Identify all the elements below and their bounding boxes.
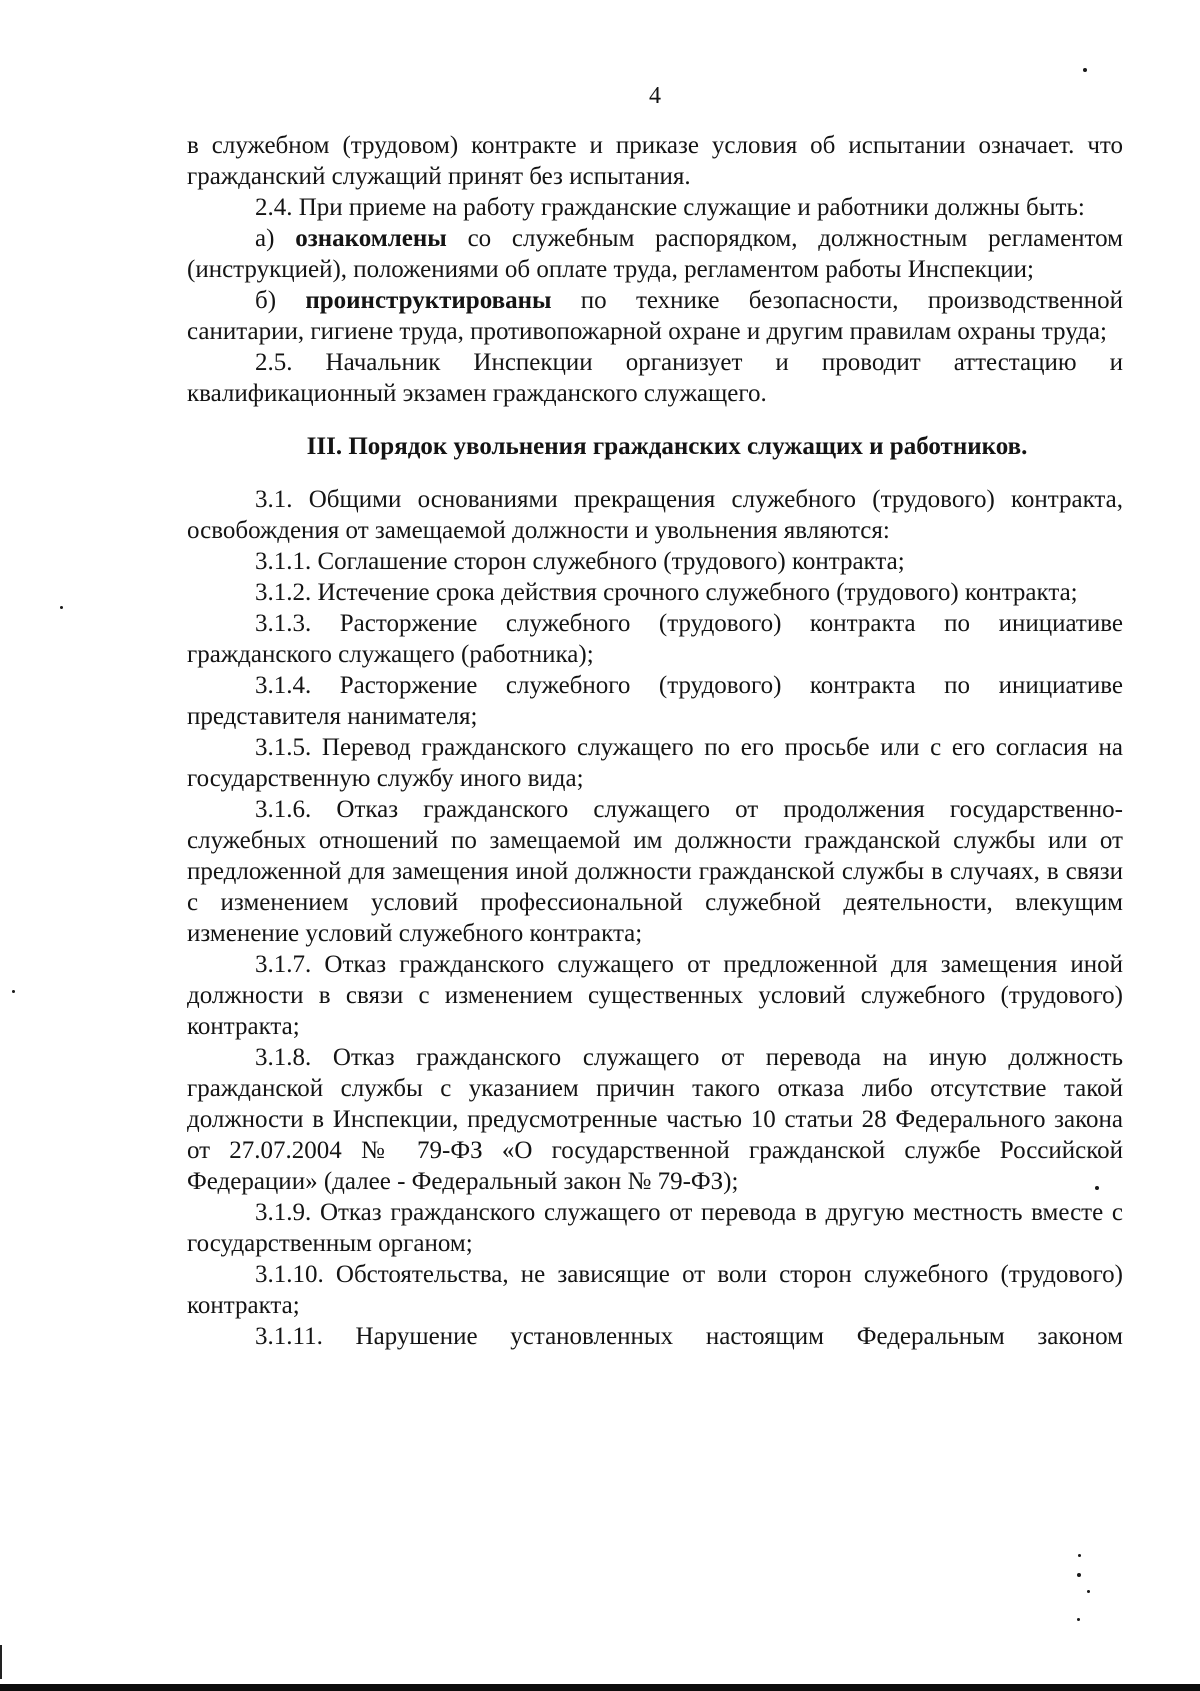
paragraph-2-4-a [187, 223, 1123, 285]
scan-speck [1083, 68, 1087, 72]
scan-speck [12, 990, 15, 993]
scan-bottom-edge [0, 1684, 1200, 1691]
scan-speck [1087, 1590, 1090, 1593]
paragraph-2-4-b [187, 285, 1123, 347]
emphasis-familiarized: ознакомлены [295, 225, 447, 252]
item-3-1-1: 3.1.1. Соглашение сторон служебного (трудового) контракта; [255, 548, 905, 575]
list-marker-a: а) [255, 225, 296, 252]
item-3-1-4: 3.1.4. Расторжение служебного (трудового) контракта по инициативе представителя нанимателя; [187, 672, 1123, 730]
scan-speck [1095, 1186, 1099, 1190]
item-3-1-3: 3.1.3. Расторжение служебного (трудового) контракта по инициативе гражданского служащего (работника); [187, 610, 1123, 668]
scan-speck [1077, 1618, 1080, 1621]
document-body [187, 130, 1123, 1352]
item-3-1-11: 3.1.11. Нарушение установленных настоящим Федеральным законом [255, 1323, 1123, 1350]
item-3-1: 3.1. Общими основаниями прекращения служебного (трудового) контракта, освобождения от замещаемой должности и увольнения являются: [187, 486, 1123, 544]
emphasis-instructed: проинструктированы [305, 287, 552, 314]
item-3-1-6: 3.1.6. Отказ гражданского служащего от продолжения государственно-служебных отношений по замещаемой им должности гражданской службы или от предложенной для замещения иной должности гражданской службы в случаях, в связи с изменением условий профессиональной служебной деятельности, влекущим изменение условий служебного контракта; [187, 796, 1123, 947]
item-3-1-7: 3.1.7. Отказ гражданского служащего от предложенной для замещения иной должности в связи с изменением существенных условий служебного (трудового) контракта; [187, 951, 1123, 1040]
item-3-1-9: 3.1.9. Отказ гражданского служащего от перевода в другую местность вместе с государственным органом; [187, 1199, 1123, 1257]
paragraph-2-4-b-text: по технике безопасности, производственной санитарии, гигиене труда, противопожарной охране и другим правилам охраны труда; [187, 287, 1123, 345]
item-3-1-5: 3.1.5. Перевод гражданского служащего по его просьбе или с его согласия на государственную службу иного вида; [187, 734, 1123, 792]
item-3-1-2: 3.1.2. Истечение срока действия срочного служебного (трудового) контракта; [255, 579, 1078, 606]
paragraph-2-5: 2.5. Начальник Инспекции организует и проводит аттестацию и квалификационный экзамен гражданского служащего. [187, 349, 1123, 407]
item-3-1-8: 3.1.8. Отказ гражданского служащего от перевода на иную должность гражданской службы с указанием причин такого отказа либо отсутствие такой должности в Инспекции, предусмотренные частью 10 статьи 28 Федерального закона от 27.07.2004 № 79-ФЗ «О государственной гражданской службе Российской Федерации» (далее - Федеральный закон № 79-ФЗ); [187, 1044, 1123, 1195]
paragraph-2-4: 2.4. При приеме на работу гражданские служащие и работники должны быть: [255, 194, 1085, 221]
paragraph-trial-condition: в служебном (трудовом) контракте и приказе условия об испытании означает. что гражданский служащий принят без испытания. [187, 132, 1123, 190]
scan-speck [60, 606, 63, 609]
list-marker-b: б) [255, 287, 306, 314]
paragraph-2-4-a-text: со служебным распорядком, должностным регламентом (инструкцией), положениями об оплате труда, регламентом работы Инспекции; [187, 225, 1124, 283]
item-3-1-10: 3.1.10. Обстоятельства, не зависящие от воли сторон служебного (трудового) контракта; [187, 1261, 1123, 1319]
scan-speck [1077, 1573, 1081, 1577]
scan-edge-mark [0, 1645, 2, 1679]
page-number: 4 [649, 83, 661, 109]
scan-speck [1078, 1554, 1081, 1557]
section-heading: III. Порядок увольнения гражданских служащих и работников. [306, 433, 1028, 460]
